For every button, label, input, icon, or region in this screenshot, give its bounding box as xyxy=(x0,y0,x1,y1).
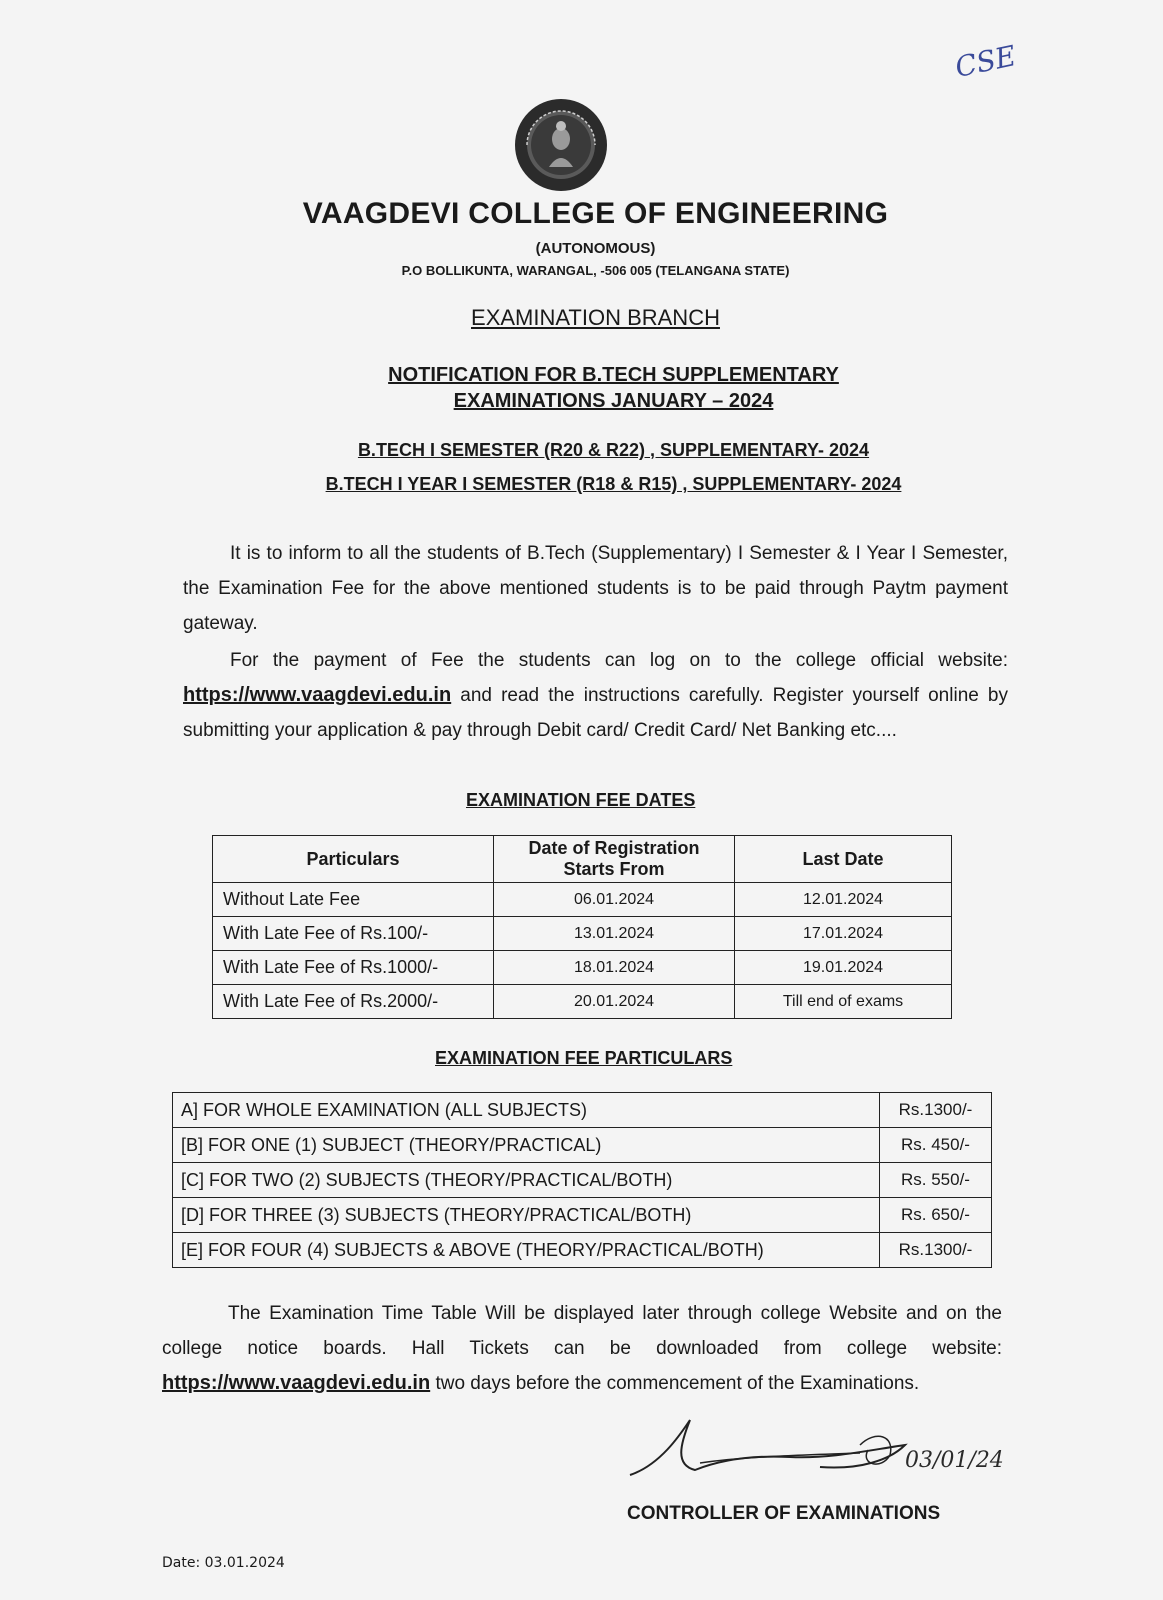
fee-amount: Rs. 650/- xyxy=(880,1198,992,1233)
fee-amount: Rs. 450/- xyxy=(880,1128,992,1163)
table-cell: [E] FOR FOUR (4) SUBJECTS & ABOVE (THEORY/PRACTICAL/BOTH) xyxy=(173,1233,880,1268)
column-header: Particulars xyxy=(213,836,494,883)
fee-dates-table xyxy=(212,835,952,1019)
table-cell: 12.01.2024 xyxy=(735,883,952,917)
table-row xyxy=(213,985,952,1019)
fee-particulars-heading: EXAMINATION FEE PARTICULARS xyxy=(435,1048,733,1068)
subtitle-year-semester: B.TECH I YEAR I SEMESTER (R18 & R15) , SUPPLEMENTARY- 2024 xyxy=(325,474,902,494)
table-cell: [D] FOR THREE (3) SUBJECTS (THEORY/PRACTICAL/BOTH) xyxy=(173,1198,880,1233)
signature-date: 03/01/24 xyxy=(905,1448,1004,1473)
timetable-paragraph xyxy=(162,1296,1002,1401)
table-cell: 13.01.2024 xyxy=(494,917,735,951)
controller-title: CONTROLLER OF EXAMINATIONS xyxy=(627,1503,941,1524)
college-logo xyxy=(513,97,609,193)
payment-paragraph xyxy=(183,643,1008,748)
table-cell: [B] FOR ONE (1) SUBJECT (THEORY/PRACTICAL) xyxy=(173,1128,880,1163)
table-cell: A] FOR WHOLE EXAMINATION (ALL SUBJECTS) xyxy=(173,1093,880,1128)
intro-paragraph: It is to inform to all the students of B.Tech (Supplementary) I Semester & I Year I Semester, the Examination Fee for the above mentioned students is to be paid through Paytm payment gateway. xyxy=(183,543,1008,634)
table-header-row xyxy=(213,836,952,883)
column-header: Date of Registration Starts From xyxy=(494,836,735,883)
table-cell: Without Late Fee xyxy=(213,883,494,917)
notification-title-line1: NOTIFICATION FOR B.TECH SUPPLEMENTARY xyxy=(388,364,839,386)
signature xyxy=(620,1415,940,1490)
table-row xyxy=(173,1198,992,1233)
autonomous-label: (AUTONOMOUS) xyxy=(535,240,656,257)
table-row xyxy=(173,1093,992,1128)
fee-particulars-table xyxy=(172,1092,992,1268)
payment-paragraph-text-start: For the payment of Fee the students can log on to the college official website: xyxy=(230,650,1008,671)
table-row xyxy=(213,883,952,917)
table-row xyxy=(173,1163,992,1198)
table-cell: With Late Fee of Rs.100/- xyxy=(213,917,494,951)
table-row xyxy=(173,1233,992,1268)
column-header: Last Date xyxy=(735,836,952,883)
notice-date: Date: 03.01.2024 xyxy=(162,1555,285,1571)
payment-paragraph-text-end: and read the instructions carefully. Register yourself online by submitting your application & pay through Debit card/ Credit Card/ Net Banking etc.... xyxy=(183,685,1008,741)
table-row xyxy=(213,917,952,951)
table-cell: 19.01.2024 xyxy=(735,951,952,985)
table-cell: [C] FOR TWO (2) SUBJECTS (THEORY/PRACTICAL/BOTH) xyxy=(173,1163,880,1198)
notification-title-line2: EXAMINATIONS JANUARY – 2024 xyxy=(453,390,774,412)
college-name: VAAGDEVI COLLEGE OF ENGINEERING xyxy=(302,197,889,230)
table-row xyxy=(173,1128,992,1163)
table-cell: 17.01.2024 xyxy=(735,917,952,951)
table-cell: 06.01.2024 xyxy=(494,883,735,917)
notification-title xyxy=(0,362,1163,414)
table-cell: Till end of exams xyxy=(735,985,952,1019)
handwritten-mark: CSE xyxy=(952,39,1019,84)
timetable-paragraph-text-start: The Examination Time Table Will be displayed later through college Website and on the college notice boards. Hall Tickets can be downloaded from college website: xyxy=(162,1303,1002,1359)
examination-branch: EXAMINATION BRANCH xyxy=(471,305,720,330)
table-cell: 20.01.2024 xyxy=(494,985,735,1019)
table-cell: With Late Fee of Rs.1000/- xyxy=(213,951,494,985)
college-address: P.O BOLLIKUNTA, WARANGAL, -506 005 (TELANGANA STATE) xyxy=(401,263,790,278)
website-link[interactable]: https://www.vaagdevi.edu.in xyxy=(162,1372,431,1394)
fee-amount: Rs.1300/- xyxy=(880,1233,992,1268)
table-cell: With Late Fee of Rs.2000/- xyxy=(213,985,494,1019)
timetable-paragraph-text-end: two days before the commencement of the Examinations. xyxy=(430,1373,920,1394)
fee-amount: Rs.1300/- xyxy=(880,1093,992,1128)
website-link[interactable]: https://www.vaagdevi.edu.in xyxy=(183,684,452,706)
table-cell: 18.01.2024 xyxy=(494,951,735,985)
table-row xyxy=(213,951,952,985)
fee-amount: Rs. 550/- xyxy=(880,1163,992,1198)
subtitle-semester: B.TECH I SEMESTER (R20 & R22) , SUPPLEMENTARY- 2024 xyxy=(357,440,870,460)
fee-dates-heading: EXAMINATION FEE DATES xyxy=(466,790,696,810)
